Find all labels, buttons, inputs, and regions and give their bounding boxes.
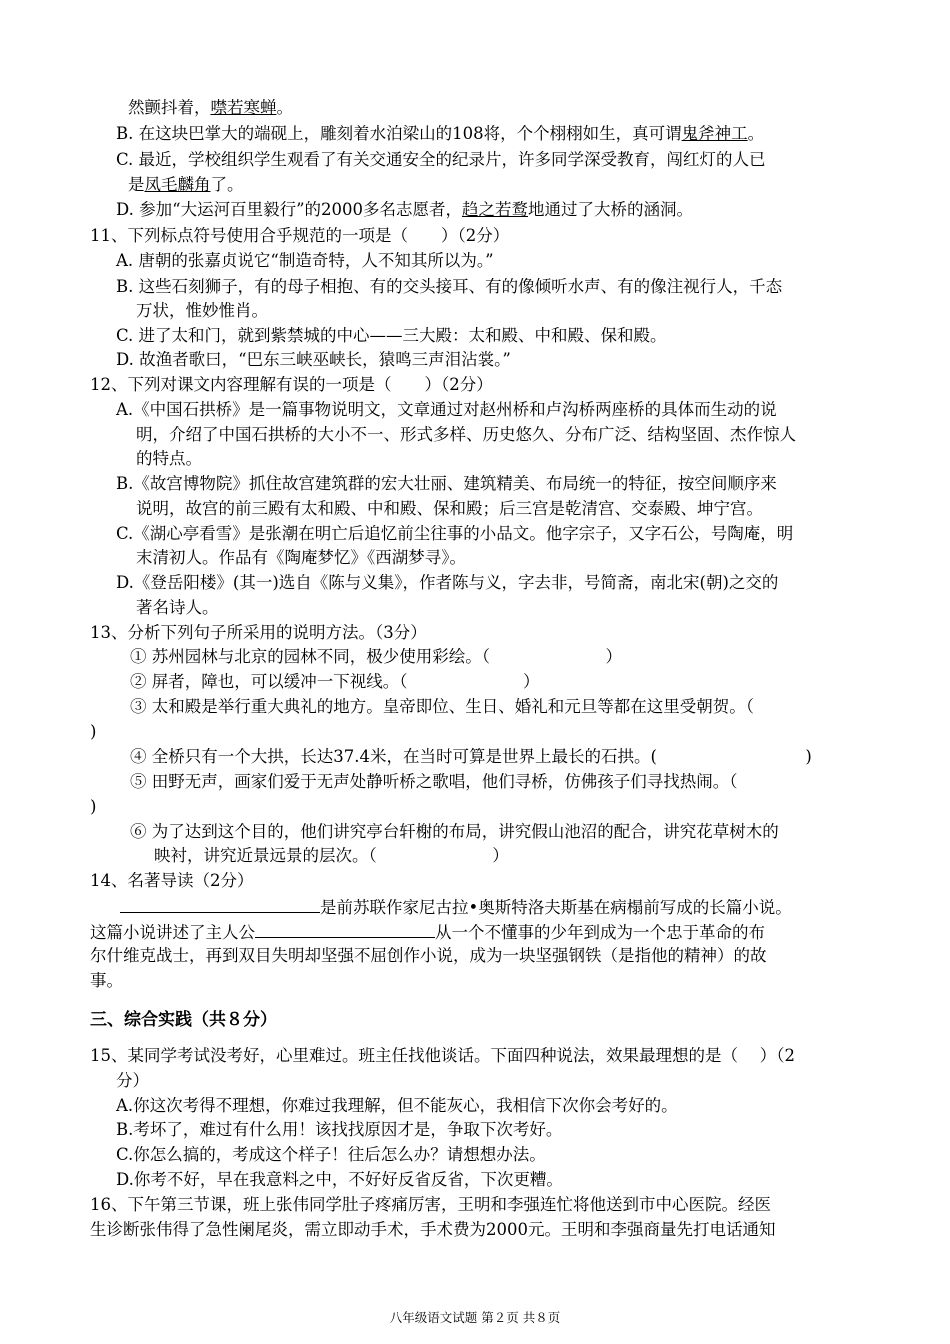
underlined-idiom: 趋之若鹜 xyxy=(462,200,528,219)
q15-option-a: A.你这次考得不理想，你难过我理解，但不能灰心，我相信下次你会考好的。 xyxy=(116,1096,678,1115)
text: 了。 xyxy=(210,175,244,194)
q15-stem-line1: 15、某同学考试没考好，心里难过。班主任找他谈话。下面四种说法，效果最理想的是（ ）（2 xyxy=(90,1046,795,1065)
q12-option-d-line2: 著名诗人。 xyxy=(136,598,219,617)
text: D. 参加“大运河百里毅行”的2000多名志愿者， xyxy=(116,200,462,219)
q13-item-4: ④ 全桥只有一个大拱，长达37.4米，在当时可算是世界上最长的石拱。( ) xyxy=(130,747,812,766)
q12-option-c-line1: C.《湖心亭看雪》是张潮在明亡后追忆前尘往事的小品文。他字宗子，又字石公，号陶庵，明 xyxy=(116,524,794,543)
underlined-idiom: 鬼斧神工 xyxy=(681,124,748,143)
q14-line2 xyxy=(90,919,765,945)
q12-option-c-line2: 末清初人。作品有《陶庵梦忆》《西湖梦寻》。 xyxy=(136,548,466,567)
text: 然颤抖着， xyxy=(128,98,211,117)
q13-item-1: ① 苏州园林与北京的园林不同，极少使用彩绘。（ ） xyxy=(130,647,622,666)
q11-option-c: C. 进了太和门，就到紫禁城的中心——三大殿：太和殿、中和殿、保和殿。 xyxy=(116,326,667,345)
q16-line2: 生诊断张伟得了急性阑尾炎，需立即动手术，手术费为2000元。王明和李强商量先打电话通知 xyxy=(90,1220,776,1239)
underlined-idiom: 凤毛麟角 xyxy=(144,175,211,194)
q11-option-b-line2: 万状，惟妙惟肖。 xyxy=(136,301,268,320)
q13-item-5: ⑤ 田野无声，画家们爱于无声处静听桥之歌唱，他们寻桥，仿佛孩子们寻找热闹。（ xyxy=(130,772,738,791)
q10-option-c-line1: C. 最近，学校组织学生观看了有关交通安全的纪录片，许多同学深受教育，闯红灯的人已 xyxy=(116,150,766,169)
text: 。 xyxy=(747,124,765,143)
text: 这篇小说讲述了主人公 xyxy=(90,923,255,942)
q13-item-6-line1: ⑥ 为了达到这个目的，他们讲究亭台轩榭的布局，讲究假山池沼的配合，讲究花草树木的 xyxy=(130,822,779,841)
q14-stem: 14、名著导读（2分） xyxy=(90,871,254,890)
q16-line1: 16、下午第三节课，班上张伟同学肚子疼痛厉害，王明和李强连忙将他送到市中心医院。经医 xyxy=(90,1195,771,1214)
q10-option-d xyxy=(116,198,693,222)
q10-option-b xyxy=(116,122,764,146)
q11-option-a: A. 唐朝的张嘉贞说它“制造奇特，人不知其所以为。” xyxy=(116,251,494,270)
q13-item-3-close: ) xyxy=(90,722,97,741)
q12-option-a-line3: 的特点。 xyxy=(136,449,202,468)
q13-item-3: ③ 太和殿是举行重大典礼的地方。皇帝即位、生日、婚礼和元旦等都在这里受朝贺。（ xyxy=(130,697,754,716)
q15-stem-line2: 分） xyxy=(116,1071,149,1090)
answer-blank-book[interactable] xyxy=(120,894,320,913)
q10-option-c-line2 xyxy=(128,173,244,197)
q12-option-a-line1: A.《中国石拱桥》是一篇事物说明文，文章通过对赵州桥和卢沟桥两座桥的具体而生动的说 xyxy=(116,400,777,419)
q13-stem: 13、分析下列句子所采用的说明方法。（3分） xyxy=(90,623,427,642)
section-heading: 三、综合实践（共８分） xyxy=(90,1010,277,1030)
text: B. 在这块巴掌大的端砚上，雕刻着水泊梁山的108将，个个栩栩如生，真可谓 xyxy=(116,124,682,143)
q12-option-d-line1: D.《登岳阳楼》(其一)选自《陈与义集》，作者陈与义，字去非，号简斋，南北宋(朝)之交的 xyxy=(116,573,779,592)
q12-option-b-line1: B.《故宫博物院》抓住故宫建筑群的宏大壮丽、建筑精美、布局统一的特征，按空间顺序来 xyxy=(116,474,777,493)
text: 是前苏联作家尼古拉•奥斯特洛夫斯基在病榻前写成的长篇小说。 xyxy=(320,898,792,917)
q13-item-6-line2: 映衬，讲究近景远景的层次。（ ） xyxy=(154,846,509,865)
answer-blank-protagonist[interactable] xyxy=(255,919,435,938)
q11-option-d: D. 故渔者歌曰，“巴东三峡巫峡长，猿鸣三声泪沾裳。” xyxy=(116,350,511,369)
text: 从一个不懂事的少年到成为一个忠于革命的布 xyxy=(435,923,765,942)
text: 地通过了大桥的涵洞。 xyxy=(528,200,693,219)
q12-option-b-line2: 说明，故宫的前三殿有太和殿、中和殿、保和殿；后三宫是乾清宫、交泰殿、坤宁宫。 xyxy=(136,499,763,518)
q15-option-c: C.你怎么搞的，考成这个样子！往后怎么办？请想想办法。 xyxy=(116,1145,546,1164)
q11-stem: 11、下列标点符号使用合乎规范的一项是（ ）（2分） xyxy=(90,226,510,245)
q12-option-a-line2: 明，介绍了中国石拱桥的大小不一、形式多样、历史悠久、分布广泛、结构坚固、杰作惊人 xyxy=(136,425,796,444)
q14-line1 xyxy=(120,894,792,920)
q10-cont-line xyxy=(128,96,293,120)
underlined-idiom: 噤若寒蝉 xyxy=(210,98,277,117)
q14-line4: 事。 xyxy=(90,971,123,990)
text: 是 xyxy=(128,175,145,194)
page-footer: 八年级语文试题 第２页 共８页 xyxy=(389,1310,561,1325)
text: 。 xyxy=(276,98,293,117)
q14-line3: 尔什维克战士，再到双目失明却坚强不屈创作小说，成为一块坚强钢铁（是指他的精神）的故 xyxy=(90,946,767,965)
q11-option-b-line1: B. 这些石刻狮子，有的母子相抱、有的交头接耳、有的像倾听水声、有的像注视行人，千态 xyxy=(116,277,783,296)
q13-item-5-close: ) xyxy=(90,797,97,816)
q12-stem: 12、下列对课文内容理解有误的一项是（ ）（2分） xyxy=(90,375,493,394)
q15-option-b: B.考坏了，难过有什么用！该找找原因才是，争取下次考好。 xyxy=(116,1120,563,1139)
q13-item-2: ② 屏者，障也，可以缓冲一下视线。（ ） xyxy=(130,672,540,691)
q15-option-d: D.你考不好，早在我意料之中，不好好反省反省，下次更糟。 xyxy=(116,1170,563,1189)
